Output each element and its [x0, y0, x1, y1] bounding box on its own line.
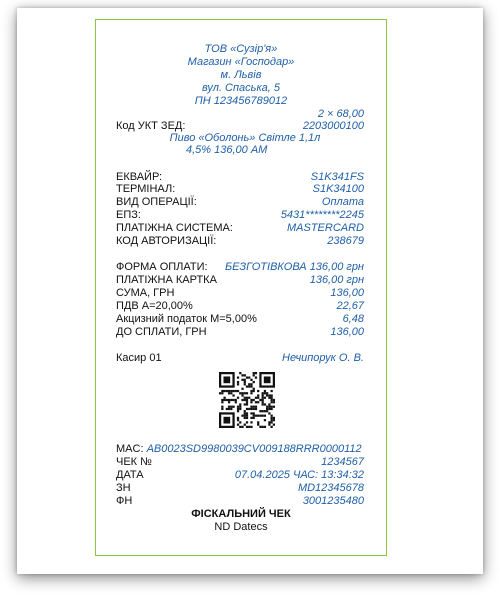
item-price: 4,5% 136,00 АМ — [186, 144, 268, 156]
vat-label: ПДВ А=20,00% — [116, 300, 193, 312]
city: м. Львів — [220, 69, 262, 81]
sum-label: СУМА, ГРН — [116, 287, 175, 299]
acquirer-value: S1K341FS — [310, 171, 364, 183]
qr-code — [219, 372, 275, 428]
zn-label: ЗН — [116, 482, 131, 494]
auth-code-value: 238679 — [327, 235, 364, 247]
excise-label: Акцизний податок М=5,00% — [116, 313, 257, 325]
operation-label: ВИД ОПЕРАЦІЇ: — [116, 196, 197, 208]
item-quantity: 2 × 68,00 — [317, 108, 364, 120]
shop-name: Магазин «Господар» — [187, 56, 295, 68]
sum-value: 136,00 — [330, 287, 364, 299]
card-number-label: ЕПЗ: — [116, 209, 141, 221]
cashier-name: Нечипорук О. В. — [282, 352, 364, 364]
date-label: ДАТА — [116, 469, 144, 481]
cashier-label: Касир 01 — [116, 352, 162, 364]
total-due-label: ДО СПЛАТИ, ГРН — [116, 326, 207, 338]
excise-value: 6,48 — [342, 313, 364, 325]
payment-form-label: ФОРМА ОПЛАТИ: — [116, 261, 208, 273]
receipt-number-label: ЧЕК № — [116, 456, 152, 468]
date-value: 07.04.2025 ЧАС: 13:34:32 — [234, 469, 364, 481]
vat-value: 22,67 — [336, 300, 364, 312]
terminal-value: S1K34100 — [312, 183, 364, 195]
mac-row — [116, 443, 362, 456]
card-number-value: 5431********2245 — [280, 209, 364, 221]
ukt-label: Код УКТ ЗЕД: — [116, 120, 186, 132]
company-name: ТОВ «Сузір'я» — [204, 43, 278, 55]
fiscal-receipt — [95, 19, 387, 556]
tax-id: ПН 123456789012 — [194, 95, 288, 107]
fn-label: ФН — [116, 495, 133, 507]
receipt-number-value: 1234567 — [321, 456, 364, 468]
ukt-code: 2203000100 — [302, 120, 364, 132]
card-payment-label: ПЛАТІЖНА КАРТКА — [116, 274, 217, 286]
terminal-label: ТЕРМІНАЛ: — [116, 183, 176, 195]
acquirer-label: ЕКВАЙР: — [116, 171, 163, 183]
payment-system-label: ПЛАТІЖНА СИСТЕМА: — [116, 222, 233, 234]
fn-value: 3001235480 — [302, 495, 364, 507]
vendor-name: ND Datecs — [214, 521, 268, 533]
item-name: Пиво «Оболонь» Світле 1,1л — [169, 132, 321, 144]
mac-label: MAC: — [116, 443, 144, 455]
payment-form-value: БЕЗГОТІВКОВА 136,00 грн — [225, 261, 364, 273]
mac-value: AB0023SD9980039CV009188RRR0000112 — [146, 443, 362, 455]
payment-system-value: MASTERCARD — [286, 222, 364, 234]
zn-value: MD12345678 — [297, 482, 364, 494]
fiscal-receipt-title: ФІСКАЛЬНИЙ ЧЕК — [191, 508, 291, 520]
operation-value: Оплата — [321, 196, 364, 208]
street-address: вул. Спаська, 5 — [201, 82, 280, 94]
card-payment-value: 136,00 грн — [309, 274, 364, 286]
auth-code-label: КОД АВТОРИЗАЦІЇ: — [116, 235, 217, 247]
total-due-value: 136,00 — [330, 326, 364, 338]
